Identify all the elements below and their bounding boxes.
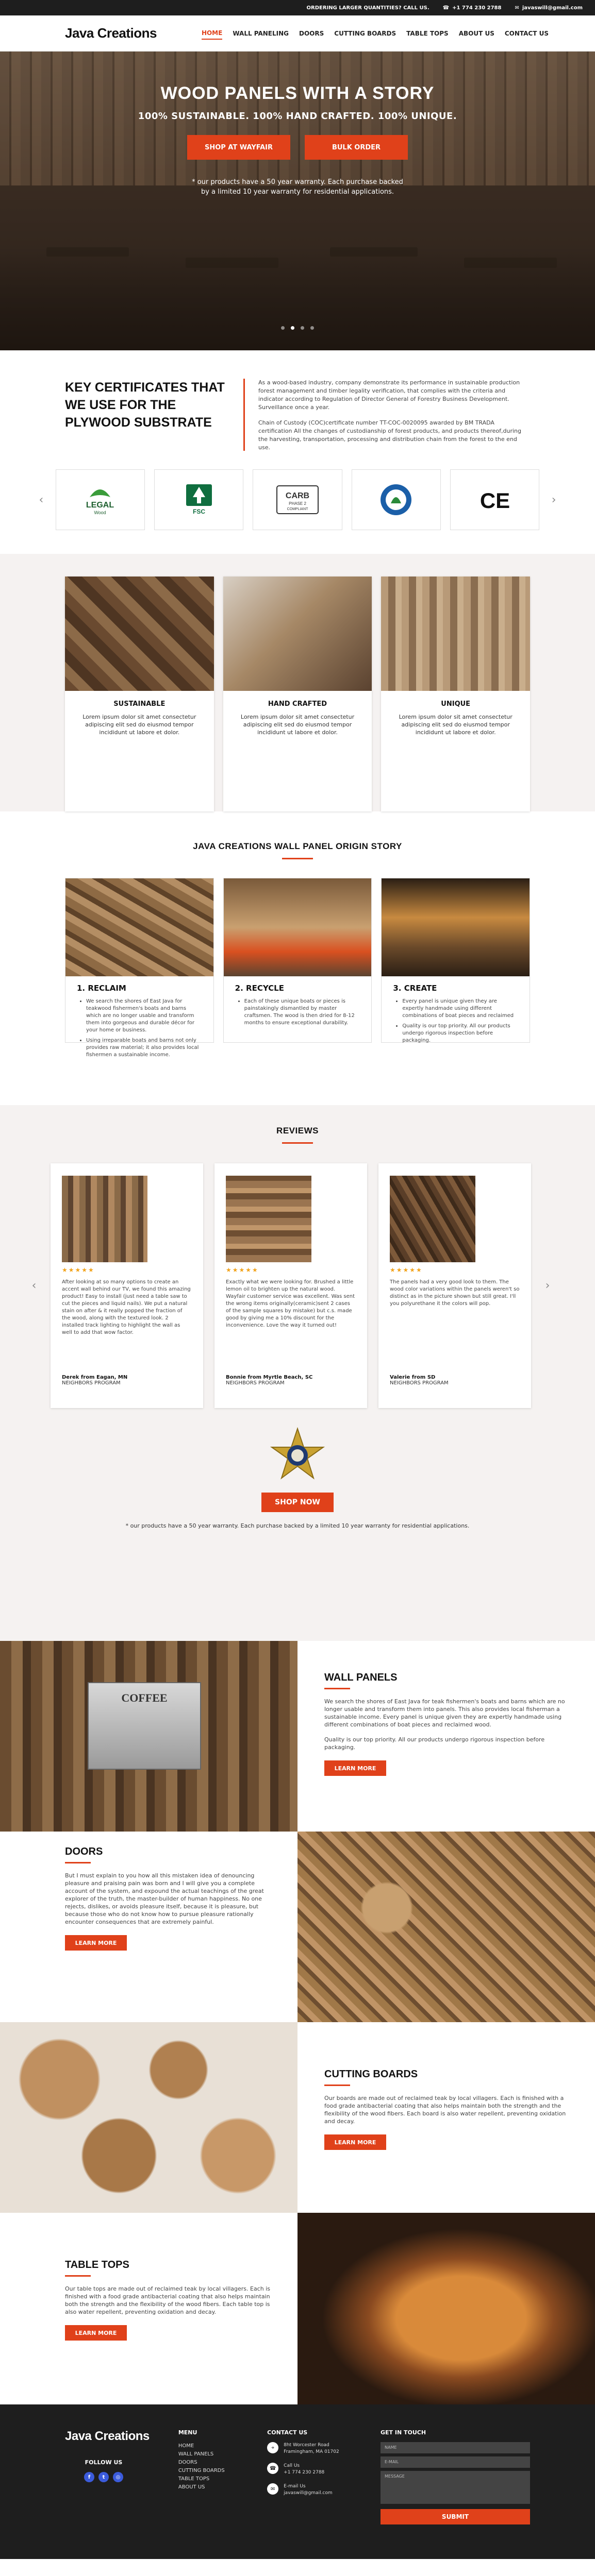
footer — [0, 2404, 595, 2559]
footer-email[interactable]: javaswill@gmail.com — [284, 2490, 333, 2496]
section-title: TABLE TOPS — [65, 2259, 129, 2270]
title-underline — [65, 2275, 91, 2277]
certificates-text — [258, 379, 526, 461]
call-label: Call Us — [284, 2463, 300, 2468]
nav-contact-us[interactable]: CONTACT US — [504, 29, 549, 37]
wall-panels-section — [0, 1641, 595, 1832]
social-links — [65, 2472, 142, 2482]
footer-brand — [65, 2429, 163, 2559]
chevron-right-icon[interactable]: › — [545, 1279, 550, 1292]
origin-image — [382, 878, 530, 976]
get-in-touch-title: GET IN TOUCH — [380, 2429, 426, 2436]
table-tops-text — [0, 2213, 298, 2404]
review-image — [390, 1176, 475, 1262]
review-text: The panels had a very good look to them. The wood color variations within the panels weren't so distinct as in the picture shown but still great. I'll you polyurethane it the colors will pop. — [390, 1279, 520, 1307]
order-notice: ORDERING LARGER QUANTITIES? CALL US. — [306, 5, 429, 11]
ce-logo-text: CE — [480, 488, 510, 513]
site-logo[interactable]: Java Creations — [65, 25, 157, 41]
bottom-logos-carousel — [0, 2559, 595, 2576]
footer-logo[interactable]: Java Creations — [65, 2429, 150, 2443]
main-menu — [202, 27, 549, 40]
neighbors-badge-icon — [0, 1427, 595, 1483]
hero-banner — [0, 52, 595, 350]
fsc-logo — [154, 469, 243, 530]
carb-logo-text: CARB — [285, 492, 310, 500]
shop-now-button[interactable]: SHOP NOW — [261, 1493, 334, 1512]
warranty-note — [0, 177, 595, 197]
bulk-order-button[interactable]: BULK ORDER — [305, 135, 408, 160]
feature-card-hand-crafted — [223, 577, 372, 811]
nav-cutting-boards[interactable]: CUTTING BOARDS — [334, 29, 396, 37]
follow-us-label: FOLLOW US — [85, 2459, 123, 2466]
star-rating-icon: ★★★★★ — [62, 1266, 95, 1274]
table-tops-image — [298, 2213, 595, 2404]
wall-panels-image — [0, 1641, 298, 1832]
footer-link-about-us[interactable]: ABOUT US — [178, 2484, 205, 2490]
wall-panels-learn-more-button[interactable]: LEARN MORE — [324, 1760, 386, 1776]
chevron-right-icon[interactable]: › — [551, 493, 556, 506]
doors-learn-more-button[interactable]: LEARN MORE — [65, 1935, 127, 1951]
feature-card-sustainable — [65, 577, 214, 811]
feature-image — [65, 577, 214, 691]
email-input[interactable]: E-MAIL — [381, 2456, 530, 2468]
carb-logo-sub2: COMPLIANT — [287, 507, 308, 511]
certificates-paragraph-1: As a wood-based industry, company demonstrate its performance in sustainable production forest management and timber legality verification, that complies with the criteria and indicator according to Regulation of Director General of Forestry Business Development. Surveillance once a year. — [258, 379, 520, 411]
section-title: DOORS — [65, 1846, 103, 1857]
accent-bar — [243, 379, 245, 451]
chevron-left-icon[interactable]: ‹ — [31, 1279, 37, 1292]
carb-logo-sub: PHASE 2 — [289, 501, 306, 506]
star-rating-icon: ★★★★★ — [226, 1266, 259, 1274]
title-underline — [65, 1862, 91, 1863]
nav-about-us[interactable]: ABOUT US — [458, 29, 494, 37]
certificates-paragraph-2: Chain of Custody (COC)certificate number TT-COC-0020095 awarded by BM TRADA certification All the changes of custodianship of forest products, and products thereof,during the harvesting, transportation, processing and distribution chain from the forest to the end use. — [258, 419, 522, 451]
section-paragraph: But I must explain to you how all this mistaken idea of denouncing pleasure and praising pain was born and I will give you a complete account of the system, and expound the actual teachings of the great explorer of the truth, the master-builder of human happiness. No one rejects, dislikes, or avoids pleasure itself, because it is pleasure, but because those who do not know how to pursue pleasure rationally encounter consequences that are extremely painful. — [65, 1872, 264, 1925]
section-paragraph: Our table tops are made out of reclaimed teak by local villagers. Each is finished with a food grade antibacterial coating that also helps maintain both the strength and the flexibility of the wood fibers. Each table top is also water repellent, preventing oxidation and decay. — [65, 2285, 270, 2315]
review-card — [214, 1163, 367, 1408]
chevron-left-icon[interactable]: ‹ — [39, 493, 44, 506]
slider-dot-active[interactable] — [291, 326, 294, 330]
review-image — [62, 1176, 147, 1262]
reviewer-program: NEIGHBORS PROGRAM — [390, 1380, 449, 1386]
topbar-phone[interactable] — [443, 5, 502, 11]
fsc-logo-text: FSC — [192, 508, 205, 515]
legal-logo-sub: Wood — [94, 510, 107, 515]
certificate-logos-carousel — [0, 461, 595, 538]
nav-table-tops[interactable]: TABLE TOPS — [406, 29, 449, 37]
footer-link-cutting-boards[interactable]: CUTTING BOARDS — [178, 2468, 225, 2473]
nav-wall-paneling[interactable]: WALL PANELING — [233, 29, 289, 37]
star-rating-icon: ★★★★★ — [390, 1266, 423, 1274]
footer-menu — [178, 2429, 252, 2559]
footer-link-wall-panels[interactable]: WALL PANELS — [178, 2451, 214, 2457]
reviewer-name: Valerie from SD — [390, 1375, 436, 1380]
footer-contact — [267, 2429, 365, 2559]
address-line-2: Framingham, MA 01702 — [284, 2449, 339, 2454]
feature-image — [381, 577, 530, 691]
reviewer-name: Bonnie from Myrtle Beach, SC — [226, 1375, 313, 1380]
origin-card-title: 1. RECLAIM — [77, 984, 126, 993]
origin-card-title: 2. RECYCLE — [235, 984, 284, 993]
table-tops-learn-more-button[interactable]: LEARN MORE — [65, 2325, 127, 2341]
legal-logo-text: LEGAL — [86, 501, 114, 510]
review-text: After looking at so many options to create an accent wall behind our TV, we found this amazing product! Easy to install (just need a table saw to cut the pieces and liquid nails). We put a natural stain on after & it really popped the fraction of the wood, along with the textured look. 2 installed track lighting to highlight the wall as well to add that wow factor. — [62, 1279, 191, 1335]
cutting-boards-section — [0, 2022, 595, 2213]
mail-icon: ✉ — [515, 5, 519, 11]
origin-image — [65, 878, 213, 976]
review-card — [51, 1163, 203, 1408]
doors-text — [0, 1832, 298, 2022]
origin-bullet: • Using irreparable boats and barns not only provides raw material; it also provides local fishermen a sustainable income. — [86, 1037, 202, 1059]
origin-card-create — [381, 878, 530, 1043]
section-title: WALL PANELS — [324, 1672, 398, 1683]
origin-card-title: 3. CREATE — [393, 984, 437, 993]
features-section — [0, 554, 595, 811]
section-paragraph: Our boards are made out of reclaimed teak by local villagers. Each is finished with a food grade antibacterial coating that also helps maintain both the strength and the flexibility of the wood fibers. Each board is also water repellent, preventing oxidation and decay. — [324, 2095, 566, 2125]
wall-panels-text — [298, 1641, 595, 1832]
coffee-sign: COFFEE — [88, 1682, 201, 1770]
doors-image — [298, 1832, 595, 2022]
topbar-email[interactable] — [515, 5, 583, 11]
origin-image — [224, 878, 372, 976]
slider-dot[interactable] — [301, 326, 304, 330]
main-navbar — [0, 15, 595, 52]
slider-dot[interactable] — [310, 326, 314, 330]
twitter-icon[interactable]: t — [98, 2472, 109, 2482]
certificates-section — [0, 350, 595, 461]
message-textarea[interactable]: MESSAGE — [381, 2471, 530, 2504]
phone-icon: ☎ — [267, 2463, 278, 2474]
legal-wood-logo — [56, 469, 145, 530]
location-icon: ⌖ — [267, 2442, 278, 2453]
cutting-boards-learn-more-button[interactable]: LEARN MORE — [324, 2134, 386, 2150]
contact-form — [381, 2429, 530, 2559]
footer-link-doors[interactable]: DOORS — [178, 2460, 197, 2465]
title-underline — [324, 1688, 350, 1689]
warranty-note-line2: by a limited 10 year warranty for residential applications. — [201, 188, 394, 196]
feature-image — [223, 577, 372, 691]
top-bar — [0, 0, 595, 15]
slider-dots — [0, 326, 595, 330]
nav-doors[interactable]: DOORS — [299, 29, 324, 37]
mail-icon: ✉ — [267, 2483, 278, 2495]
section-paragraph: We search the shores of East Java for teak fishermen's boats and barns which are no longer usable and transform them into panels. This also provides local fisherman a sustainable income. Every panel is unique given they are expertly handmade using different combinations of boat pieces and reclaimed wood. — [324, 1698, 565, 1728]
feature-text: Lorem ipsum dolor sit amet consectetur adipiscing elit sed do eiusmod tempor incididunt ut labore et dolor. — [399, 714, 513, 736]
footer-contact-title: CONTACT US — [267, 2429, 308, 2436]
feature-title: HAND CRAFTED — [268, 700, 327, 708]
topbar-email-text: javaswill@gmail.com — [522, 5, 583, 11]
reviewer-program: NEIGHBORS PROGRAM — [226, 1380, 285, 1386]
origin-bullet: • Quality is our top priority. All our products undergo rigorous inspection before packaging. — [402, 1023, 518, 1044]
reviews-section — [0, 1105, 595, 1641]
reviews-warranty-note: * our products have a 50 year warranty. Each purchase backed by a limited 10 year warranty for residential applications. — [125, 1522, 470, 1529]
email-label: E-mail Us — [284, 2484, 306, 2489]
ce-logo — [450, 469, 539, 530]
feature-title: UNIQUE — [441, 700, 471, 708]
review-image — [226, 1176, 311, 1262]
section-paragraph: Quality is our top priority. All our products undergo rigorous inspection before packaging. — [324, 1736, 545, 1751]
origin-bullet: • We search the shores of East Java for teakwood fishermen's boats and barns which are no longer usable and transform them into gorgeous and durable décor for your home or business. — [86, 998, 202, 1034]
review-card — [378, 1163, 531, 1408]
feature-card-unique — [381, 577, 530, 811]
warranty-note-line1: * our products have a 50 year warranty. Each purchase backed — [192, 178, 403, 186]
hero-content — [0, 83, 595, 197]
cutting-boards-image — [0, 2022, 298, 2213]
footer-phone[interactable]: +1 774 230 2788 — [284, 2470, 325, 2475]
instagram-icon[interactable]: ◎ — [113, 2472, 123, 2482]
carb-logo — [253, 469, 342, 530]
feature-text: Lorem ipsum dolor sit amet consectetur adipiscing elit sed do eiusmod tempor incididunt ut labore et dolor. — [240, 714, 355, 736]
hero-title: WOOD PANELS WITH A STORY — [160, 83, 435, 103]
epa-logo — [352, 469, 441, 530]
shop-at-wayfair-button[interactable]: SHOP AT WAYFAIR — [187, 135, 290, 160]
section-title: CUTTING BOARDS — [324, 2069, 418, 2080]
topbar-phone-text: +1 774 230 2788 — [452, 5, 502, 11]
reviews-title: REVIEWS — [276, 1126, 319, 1136]
origin-bullet: • Every panel is unique given they are expertly handmade using different combinations of boat pieces and reclaimed — [402, 998, 518, 1020]
reviewer-name: Derek from Eagan, MN — [62, 1375, 128, 1380]
feature-title: SUSTAINABLE — [113, 700, 166, 708]
origin-card-recycle — [223, 878, 372, 1043]
hero-subtitle: 100% SUSTAINABLE. 100% HAND CRAFTED. 100% UNIQUE. — [138, 111, 457, 122]
slider-dot[interactable] — [281, 326, 285, 330]
address-line-1: 8ht Worcester Road — [284, 2443, 329, 2448]
footer-link-table-tops[interactable]: TABLE TOPS — [178, 2476, 210, 2482]
origin-bullet: • Each of these unique boats or pieces is painstakingly dismantled by master craftsmen. The wood is then dried for 8-12 months to ensure exceptional durability. — [244, 998, 360, 1027]
phone-icon: ☎ — [442, 5, 450, 11]
title-underline — [324, 2084, 350, 2086]
feature-text: Lorem ipsum dolor sit amet consectetur adipiscing elit sed do eiusmod tempor incididunt ut labore et dolor. — [82, 714, 196, 736]
origin-card-reclaim — [65, 878, 214, 1058]
facebook-icon[interactable]: f — [84, 2472, 94, 2482]
name-input[interactable]: NAME — [381, 2442, 530, 2453]
doors-section — [0, 1832, 595, 2022]
footer-link-home[interactable]: HOME — [178, 2443, 194, 2449]
origin-title: JAVA CREATIONS WALL PANEL ORIGIN STORY — [193, 841, 402, 851]
reviewer-program: NEIGHBORS PROGRAM — [62, 1380, 121, 1386]
nav-home[interactable]: HOME — [202, 27, 222, 40]
submit-button[interactable]: SUBMIT — [381, 2509, 530, 2524]
cutting-boards-text — [298, 2022, 595, 2213]
hero-floor — [0, 247, 595, 350]
table-tops-section — [0, 2213, 595, 2404]
origin-story-section — [0, 811, 595, 1105]
certificates-title: KEY CERTIFICATES THAT WE USE FOR THE PLYWOOD SUBSTRATE — [65, 380, 225, 430]
review-text: Exactly what we were looking for. Brushed a little lemon oil to brighten up the natural wood. Wayfair customer service was excellent. Was sent the wrong items originally(ceramic)sent 2 cases of the sample squares by mistake) but c.s. made good by giving me a 10% discount for the inconvenience. Love the way it turned out! — [226, 1279, 355, 1328]
footer-menu-title: MENU — [178, 2429, 197, 2436]
